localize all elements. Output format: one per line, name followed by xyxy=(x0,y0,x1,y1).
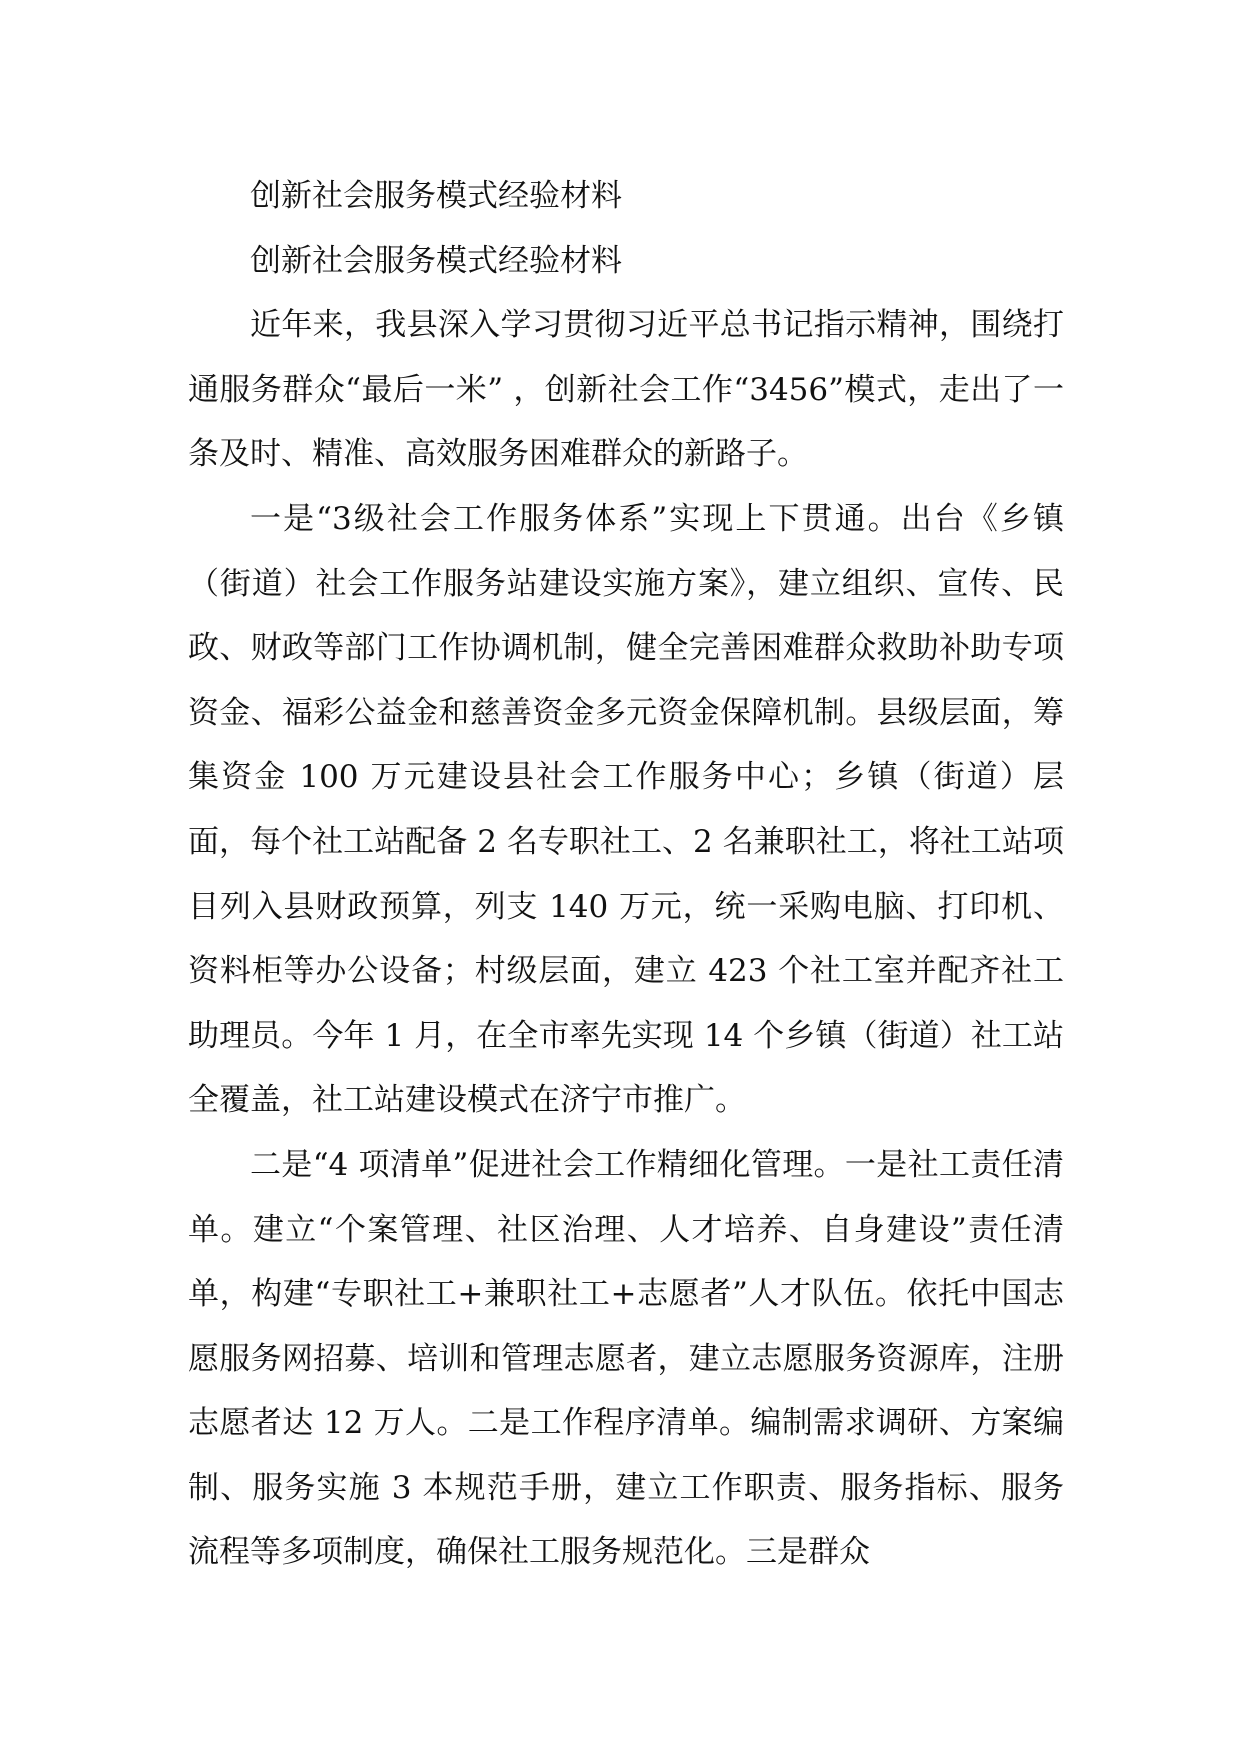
document-body xyxy=(188,164,1064,1585)
paragraph-intro: 近年来，我县深入学习贯彻习近平总书记指示精神，围绕打通服务群众“最后一米” ，创新社会工作“3456”模式，走出了一条及时、精准、高效服务困难群众的新路子。 xyxy=(188,307,1064,473)
document-title: 创新社会服务模式经验材料 xyxy=(250,178,622,214)
paragraph-four-lists: 二是“4 项清单”促进社会工作精细化管理。一是社工责任清单。建立“个案管理、社区治理、人才培养、自身建设”责任清单，构建“专职社工+兼职社工+志愿者”人才队伍。依托中国志愿服务网招募、培训和管理志愿者，建立志愿服务资源库，注册志愿者达 12 万人。二是工作程序清单。编制需求调研、方案编制、服务实施 3 本规范手册，建立工作职责、服务指标、服务流程等多项制度，确保社工服务规范化。三是群众 xyxy=(188,1146,1064,1571)
paragraph-service-system: 一是“3级社会工作服务体系”实现上下贯通。出台《乡镇（街道）社会工作服务站建设实施方案》，建立组织、宣传、民政、财政等部门工作协调机制，健全完善困难群众救助补助专项资金、福彩公益金和慈善资金多元资金保障机制。县级层面，筹集资金 100 万元建设县社会工作服务中心；乡镇（街道）层面，每个社工站配备 2 名专职社工、2 名兼职社工，将社工站项目列入县财政预算，列支 140 万元，统一采购电脑、打印机、资料柜等办公设备；村级层面，建立 423 个社工室并配齐社工助理员。今年 1 月，在全市率先实现 14 个乡镇（街道）社工站全覆盖，社工站建设模式在济宁市推广。 xyxy=(188,500,1064,1119)
document-subtitle: 创新社会服务模式经验材料 xyxy=(250,242,622,279)
